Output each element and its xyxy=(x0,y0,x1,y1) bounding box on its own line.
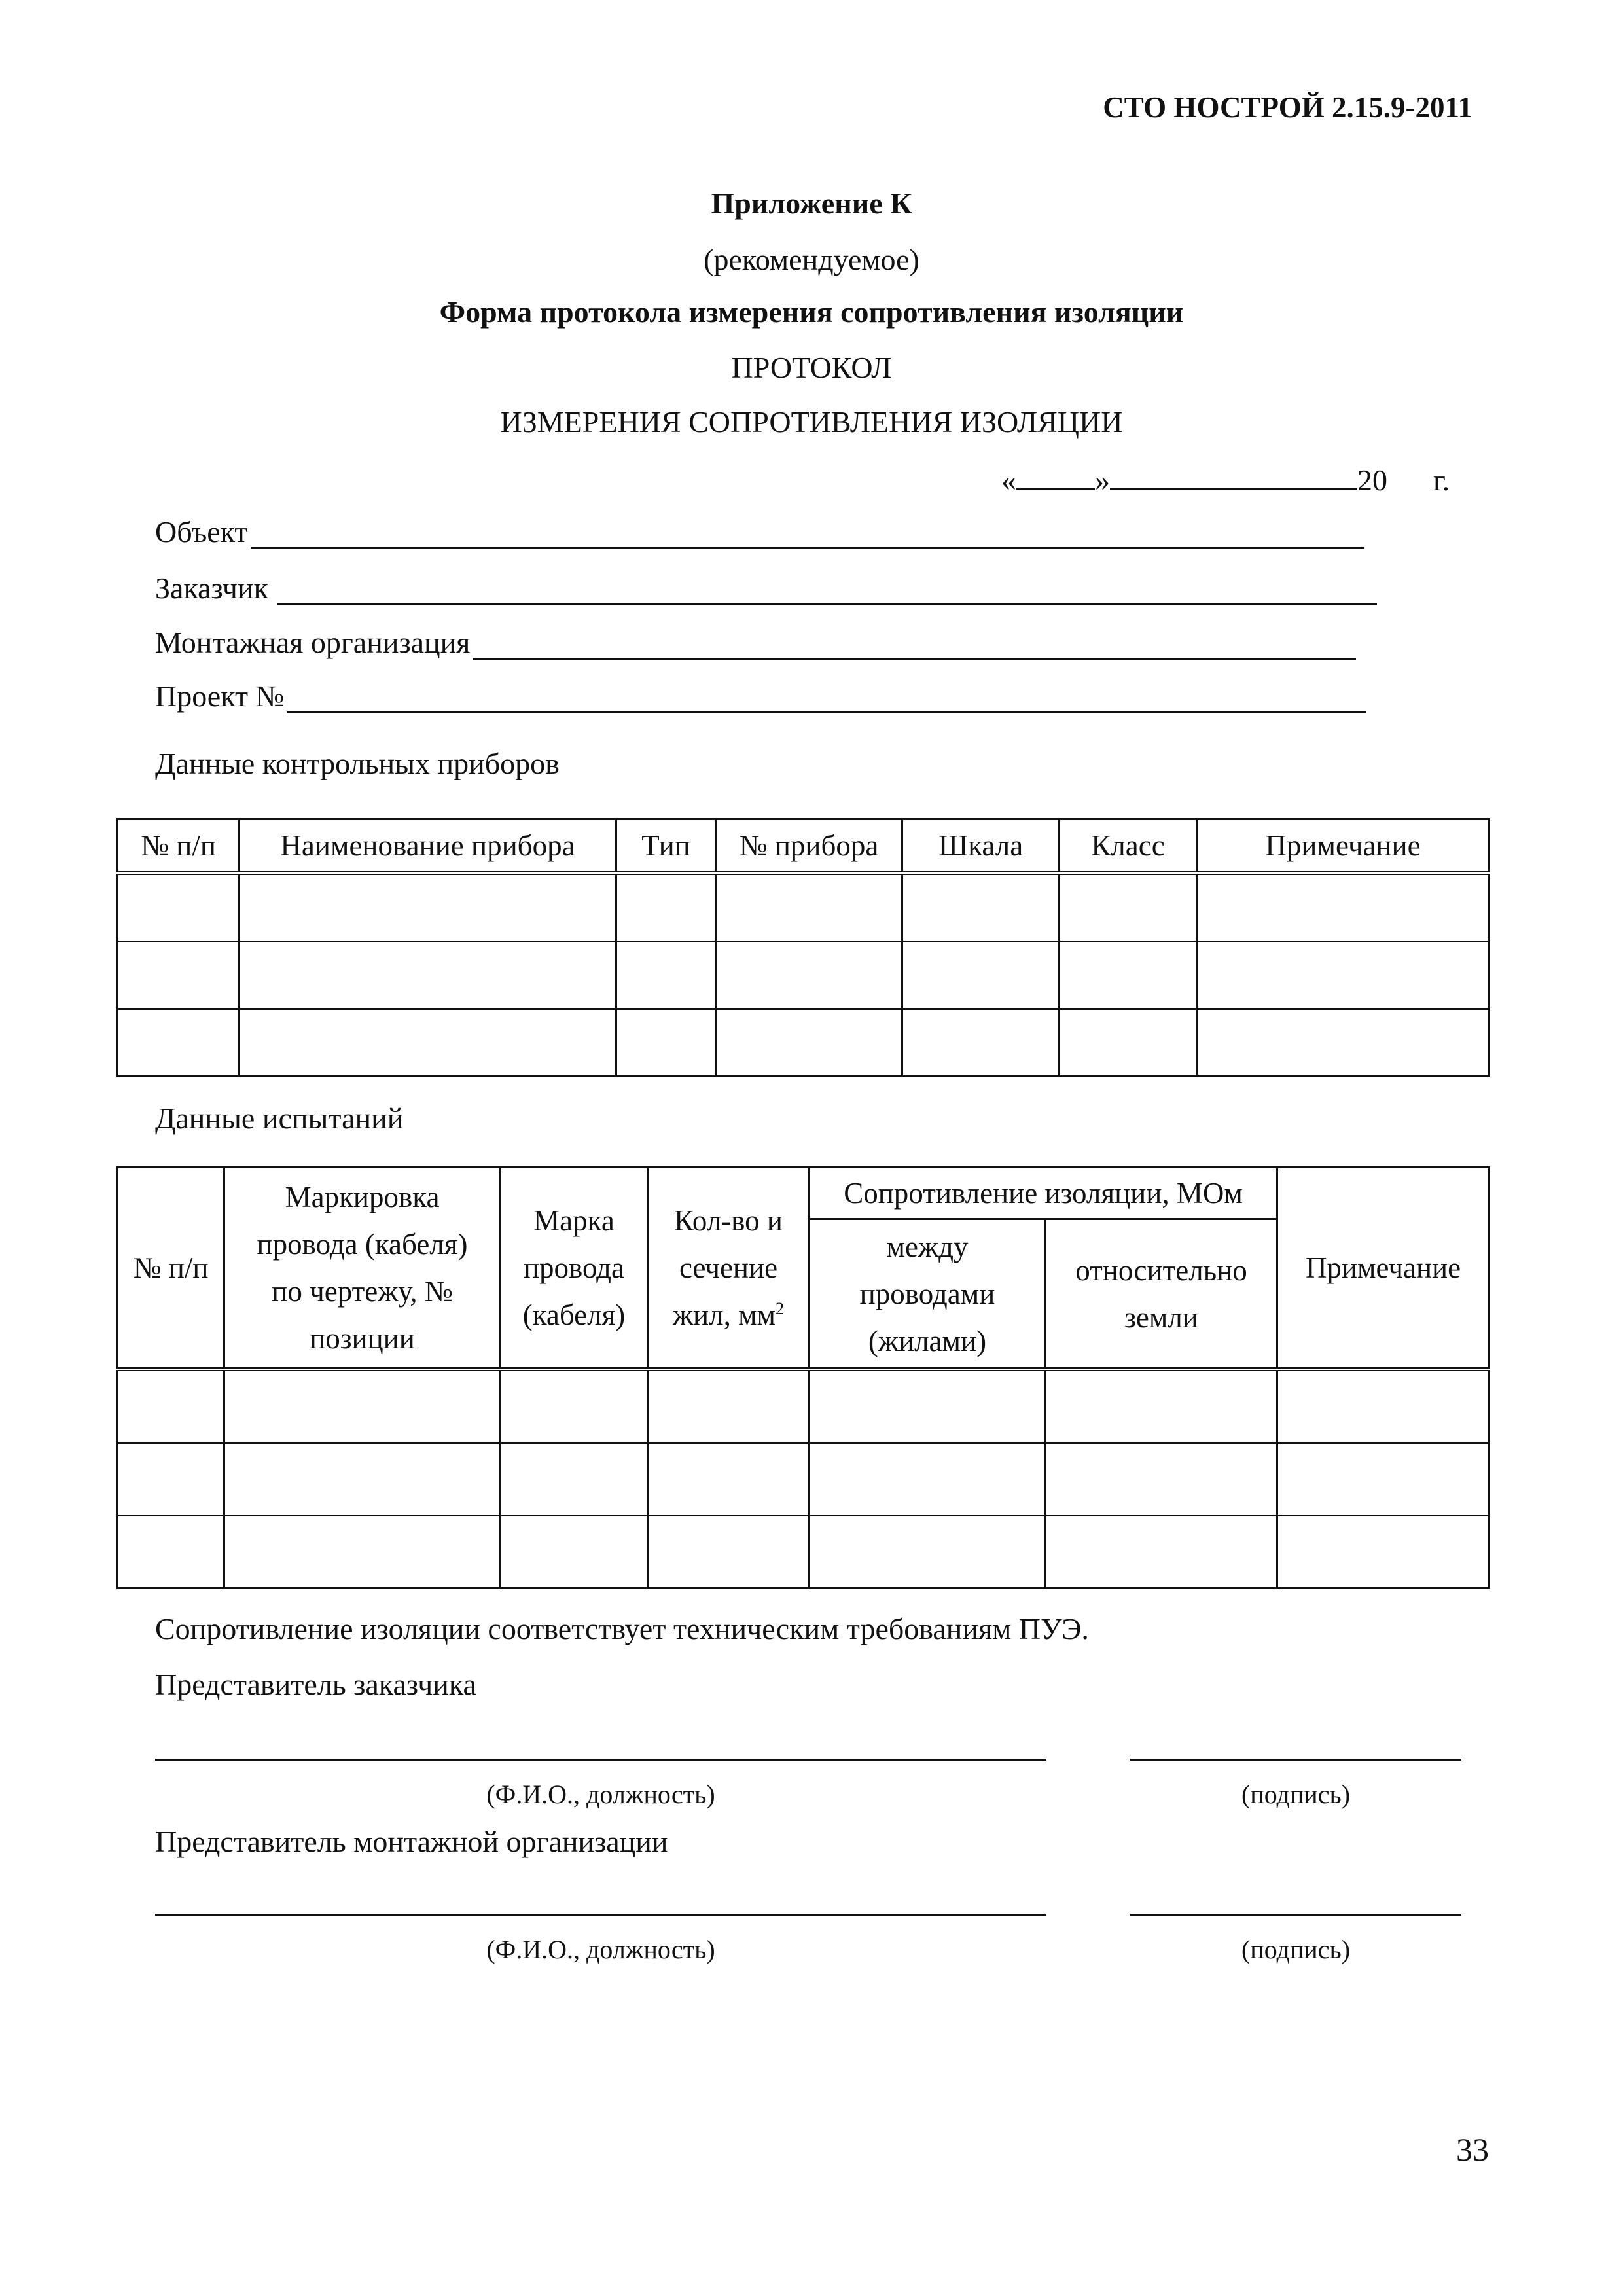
installer-signature-line[interactable] xyxy=(1130,1914,1461,1916)
table-cell[interactable] xyxy=(810,1443,1046,1516)
table-cell[interactable] xyxy=(501,1443,648,1516)
date-month-field[interactable] xyxy=(1110,462,1357,490)
table-cell[interactable] xyxy=(118,1443,224,1516)
table-cell[interactable] xyxy=(716,942,902,1009)
table-cell[interactable] xyxy=(1060,1009,1197,1077)
table-row xyxy=(118,1009,1489,1077)
installer-field[interactable] xyxy=(155,625,1356,660)
table-cell[interactable] xyxy=(616,942,716,1009)
table-cell[interactable] xyxy=(648,1516,810,1588)
date-line[interactable] xyxy=(1001,462,1450,497)
installer-label: Монтажная организация xyxy=(155,626,471,659)
date-year-suffix: г. xyxy=(1433,463,1450,497)
table-cell[interactable] xyxy=(240,942,616,1009)
table-cell[interactable] xyxy=(1060,942,1197,1009)
col-header: Наименование прибора xyxy=(240,819,616,874)
table-row xyxy=(118,942,1489,1009)
table-cell[interactable] xyxy=(1277,1516,1489,1588)
table-cell[interactable] xyxy=(1060,873,1197,942)
customer-rep-label: Представитель заказчика xyxy=(155,1668,476,1701)
col-header-marking: Маркировка провода (кабеля) по чертежу, № позиции xyxy=(224,1168,501,1370)
col-header-between: между проводами (жилами) xyxy=(810,1219,1046,1370)
conclusion-text: Сопротивление изоляции соответствует техническим требованиям ПУЭ. xyxy=(155,1612,1089,1645)
object-line[interactable] xyxy=(251,521,1364,549)
customer-name-caption: (Ф.И.О., должность) xyxy=(486,1780,715,1809)
table-cell[interactable] xyxy=(902,1009,1060,1077)
instruments-label: Данные контрольных приборов xyxy=(155,747,560,780)
table-row xyxy=(118,1516,1489,1588)
table-cell[interactable] xyxy=(118,1369,224,1443)
col-header: № п/п xyxy=(118,819,240,874)
date-day-field[interactable] xyxy=(1016,462,1095,490)
table-cell[interactable] xyxy=(240,1009,616,1077)
tests-label: Данные испытаний xyxy=(155,1102,404,1135)
table-cell[interactable] xyxy=(1046,1443,1277,1516)
table-cell[interactable] xyxy=(1046,1516,1277,1588)
customer-name-line[interactable] xyxy=(155,1759,1046,1761)
instruments-header-row xyxy=(118,819,1489,874)
col-header: Примечание xyxy=(1197,819,1489,874)
col-header-resistance: Сопротивление изоляции, МОм xyxy=(810,1168,1277,1219)
table-cell[interactable] xyxy=(1197,942,1489,1009)
table-cell[interactable] xyxy=(1197,873,1489,942)
table-cell[interactable] xyxy=(1277,1369,1489,1443)
col-header: № прибора xyxy=(716,819,902,874)
col-header-brand: Марка провода (кабеля) xyxy=(501,1168,648,1370)
col-header-cores-sup: 2 xyxy=(776,1299,785,1318)
table-cell[interactable] xyxy=(902,942,1060,1009)
table-cell[interactable] xyxy=(224,1516,501,1588)
table-cell[interactable] xyxy=(240,873,616,942)
protocol-subtitle: ИЗМЕРЕНИЯ СОПРОТИВЛЕНИЯ ИЗОЛЯЦИИ xyxy=(500,405,1123,439)
customer-label: Заказчик xyxy=(155,571,268,605)
appendix-title: Приложение К xyxy=(711,187,912,220)
object-field[interactable] xyxy=(155,514,1364,549)
object-label: Объект xyxy=(155,515,248,548)
col-header-ground: относительно земли xyxy=(1046,1219,1277,1370)
customer-field[interactable] xyxy=(155,571,1377,605)
appendix-status: (рекомендуемое) xyxy=(704,243,919,276)
table-cell[interactable] xyxy=(1046,1369,1277,1443)
col-header: Шкала xyxy=(902,819,1060,874)
tests-table xyxy=(116,1166,1490,1589)
table-row xyxy=(118,1443,1489,1516)
table-cell[interactable] xyxy=(648,1369,810,1443)
customer-signature-line[interactable] xyxy=(1130,1759,1461,1761)
installer-sign-caption: (подпись) xyxy=(1241,1935,1351,1964)
table-cell[interactable] xyxy=(224,1369,501,1443)
col-header-cores xyxy=(648,1168,810,1370)
table-cell[interactable] xyxy=(648,1443,810,1516)
date-open-quote: « xyxy=(1001,463,1016,497)
table-cell[interactable] xyxy=(501,1516,648,1588)
table-cell[interactable] xyxy=(1277,1443,1489,1516)
col-header-num: № п/п xyxy=(118,1168,224,1370)
project-line[interactable] xyxy=(287,685,1366,713)
table-cell[interactable] xyxy=(616,873,716,942)
table-cell[interactable] xyxy=(716,873,902,942)
project-label: Проект № xyxy=(155,679,285,713)
table-cell[interactable] xyxy=(902,873,1060,942)
col-header: Тип xyxy=(616,819,716,874)
table-cell[interactable] xyxy=(810,1369,1046,1443)
form-title: Форма протокола измерения сопротивления изоляции xyxy=(439,295,1184,329)
protocol-title: ПРОТОКОЛ xyxy=(731,351,892,384)
table-cell[interactable] xyxy=(118,1516,224,1588)
table-cell[interactable] xyxy=(224,1443,501,1516)
installer-rep-label: Представитель монтажной организации xyxy=(155,1825,668,1858)
table-cell[interactable] xyxy=(716,1009,902,1077)
page-number: 33 xyxy=(1456,2131,1489,2168)
table-cell[interactable] xyxy=(501,1369,648,1443)
col-header: Класс xyxy=(1060,819,1197,874)
table-cell[interactable] xyxy=(118,942,240,1009)
tests-header-row xyxy=(118,1168,1489,1219)
installer-name-caption: (Ф.И.О., должность) xyxy=(486,1935,715,1964)
date-close-quote: » xyxy=(1095,463,1110,497)
installer-line[interactable] xyxy=(473,632,1356,660)
instruments-table xyxy=(116,818,1490,1077)
table-cell[interactable] xyxy=(616,1009,716,1077)
table-cell[interactable] xyxy=(118,1009,240,1077)
table-row xyxy=(118,873,1489,942)
col-header-note: Примечание xyxy=(1277,1168,1489,1370)
col-header-cores-text: Кол-во и сечение жил, мм xyxy=(672,1204,783,1331)
table-cell[interactable] xyxy=(1197,1009,1489,1077)
installer-name-line[interactable] xyxy=(155,1914,1046,1916)
customer-line[interactable] xyxy=(277,577,1377,605)
table-row xyxy=(118,1369,1489,1443)
document-code: СТО НОСТРОЙ 2.15.9-2011 xyxy=(1103,91,1472,124)
table-cell[interactable] xyxy=(810,1516,1046,1588)
customer-sign-caption: (подпись) xyxy=(1241,1780,1351,1809)
date-year-prefix: 20 xyxy=(1357,463,1387,497)
table-cell[interactable] xyxy=(118,873,240,942)
project-field[interactable] xyxy=(155,679,1366,713)
